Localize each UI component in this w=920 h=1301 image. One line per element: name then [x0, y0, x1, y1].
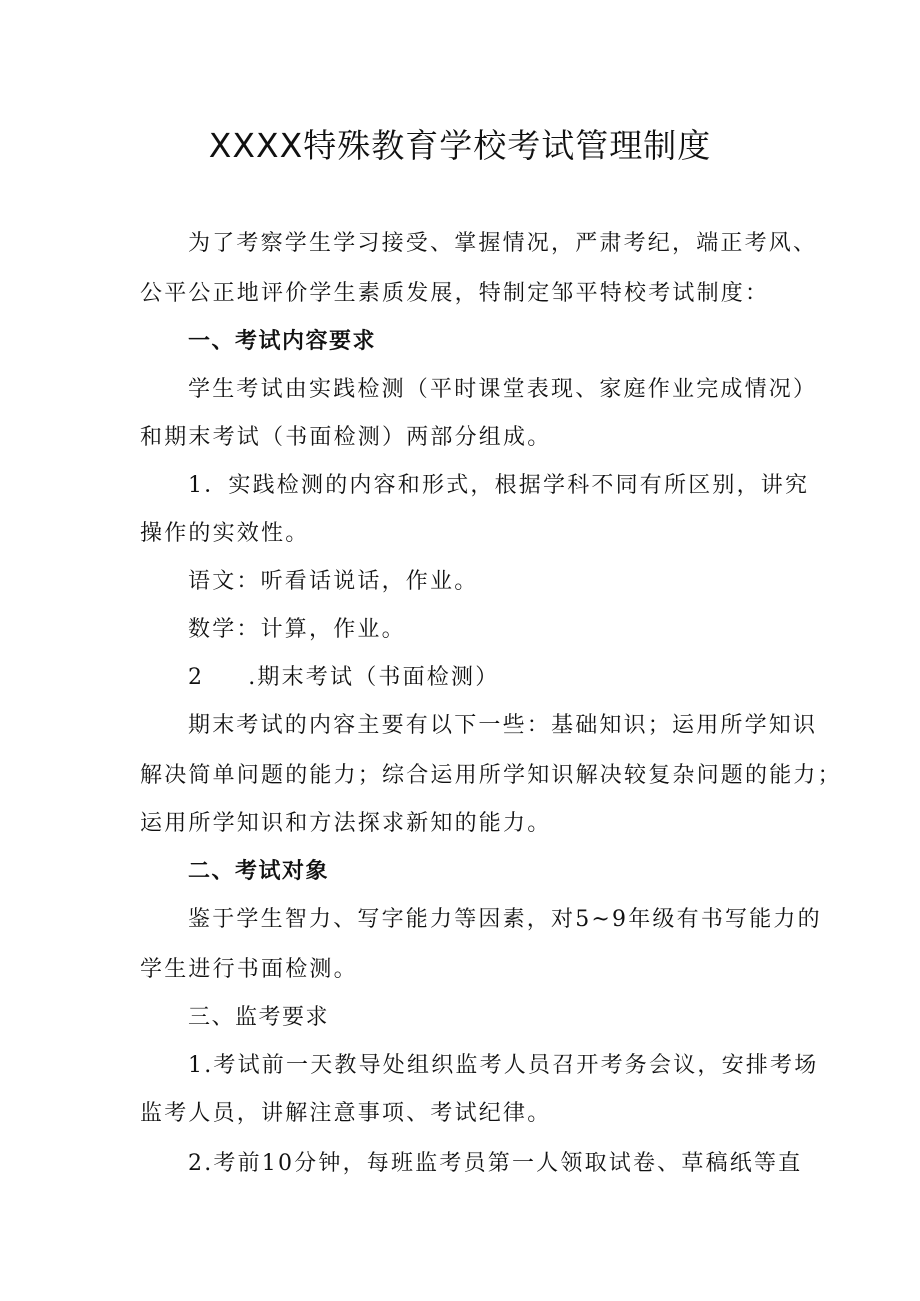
section-3-item-2-line-1: 2.考前10分钟，每班监考员第一人领取试卷、草稿纸等直 — [188, 1151, 803, 1176]
section-1-item-1-line-2: 操作的实效性。 — [140, 521, 310, 546]
math-subject-line: 数学：计算，作业。 — [188, 617, 406, 642]
section-1-paragraph-1-line-1: 学生考试由实践检测（平时课堂表现、家庭作业完成情况） — [188, 377, 818, 402]
intro-line-1: 为了考察学生学习接受、掌握情况，严肃考纪，端正考风、 — [188, 231, 818, 256]
chinese-subject-line: 语文：听看话说话，作业。 — [188, 569, 479, 594]
section-1-paragraph-1-line-2: 和期末考试（书面检测）两部分组成。 — [140, 425, 552, 450]
section-3-heading: 三、监考要求 — [188, 1005, 330, 1030]
section-1-paragraph-2-line-3: 运用所学知识和方法探求新知的能力。 — [140, 811, 552, 836]
section-2-paragraph-line-2: 学生进行书面检测。 — [140, 957, 358, 982]
section-1-paragraph-2-line-1: 期末考试的内容主要有以下一些：基础知识；运用所学知识 — [188, 713, 818, 738]
document-title: XXXX特殊教育学校考试管理制度 — [208, 126, 712, 165]
section-1-heading: 一、考试内容要求 — [188, 329, 377, 354]
section-3-item-1-line-2: 监考人员，讲解注意事项、考试纪律。 — [140, 1101, 552, 1126]
intro-line-2: 公平公正地评价学生素质发展，特制定邹平特校考试制度： — [140, 281, 770, 306]
section-3-item-1-line-1: 1.考试前一天教导处组织监考人员召开考务会议，安排考场 — [188, 1053, 819, 1078]
section-2-heading: 二、考试对象 — [188, 859, 330, 884]
section-2-paragraph-line-1: 鉴于学生智力、写字能力等因素，对5~9年级有书写能力的 — [188, 907, 822, 932]
section-1-item-1-line-1: 1．实践检测的内容和形式，根据学科不同有所区别，讲究 — [188, 473, 810, 498]
section-1-paragraph-2-line-2: 解决简单问题的能力；综合运用所学知识解决较复杂问题的能力； — [140, 763, 842, 788]
section-1-item-2-line — [188, 662, 800, 694]
item-2-number: 2 — [188, 665, 205, 690]
item-2-text: .期末考试（书面检测） — [248, 665, 500, 690]
